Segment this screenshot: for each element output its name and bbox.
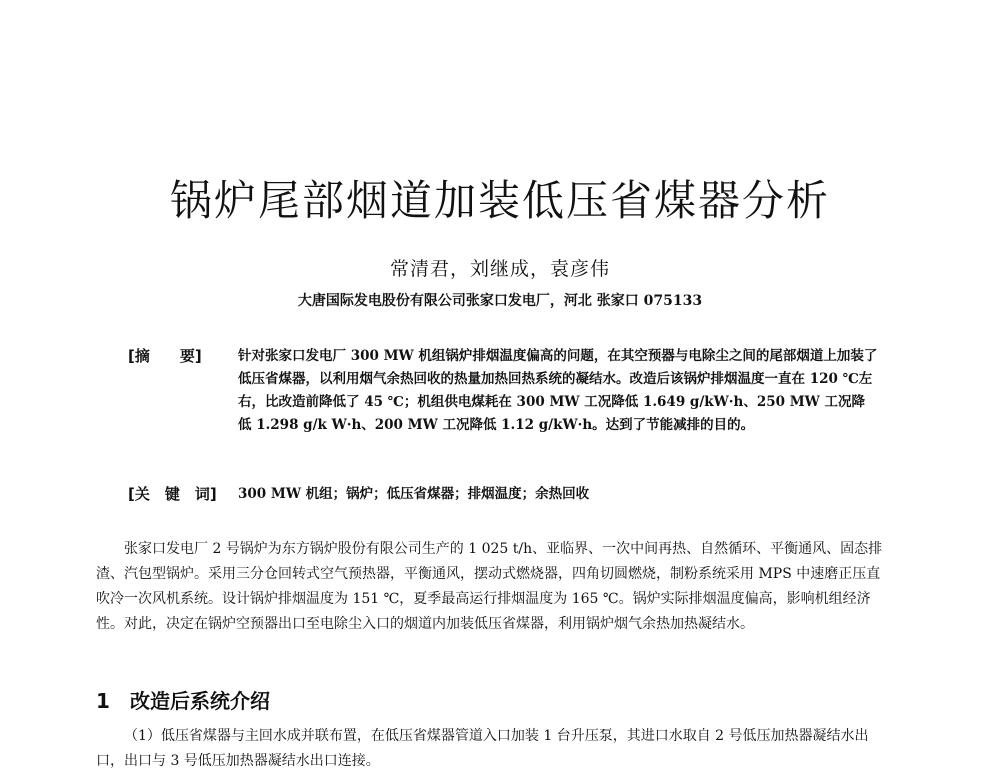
affiliation: 大唐国际发电股份有限公司张家口发电厂，河北 张家口 075133 xyxy=(297,293,703,309)
keywords-text: 300 MW 机组；锅炉；低压省煤器；排烟温度；余热回收 xyxy=(238,486,590,502)
section-heading xyxy=(96,685,796,714)
body-paragraph: 张家口发电厂 2 号锅炉为东方锅炉股份有限公司生产的 1 025 t/h、亚临界、一次中间再热、自然循环、平衡通风、固态排渣、汽包型锅炉。采用三分仓回转式空气预热器，平衡通风，摆动式燃烧器，四角切圆燃烧，制粉系统采用 MPS 中速磨正压直吹冷一次风机系统。设计锅炉排烟温度为 151 ℃，夏季最高运行排烟温度为 165 ℃。锅炉实际排烟温度偏高，影响机组经济性。对此，决定在锅炉空预器出口至电除尘入口的烟道内加装低压省煤器，利用锅炉烟气余热加热凝结水。 xyxy=(96,541,883,632)
section-title: 改造后系统介绍 xyxy=(130,689,270,713)
section-number: 1 xyxy=(96,689,110,713)
abstract-text: 针对张家口发电厂 300 MW 机组锅炉排烟温度偏高的问题，在其空预器与电除尘之间的尾部烟道上加装了低压省煤器，以利用烟气余热回收的热量加热回热系统的凝结水。改造后该锅炉排烟温度一直在 120 ℃左右，比改造前降低了 45 ℃；机组供电煤耗在 300 MW 工况降低 1.649 g/kW·h、250 MW 工况降低 1.298 g/k W·h、200 MW 工况降低 1.12 g/kW·h。达到了节能减排的目的。 xyxy=(238,348,878,433)
keywords-label: [关 键 词] xyxy=(128,485,217,503)
authors: 常清君，刘继成，袁彦伟 xyxy=(389,258,610,280)
abstract-label: [摘 要] xyxy=(128,347,202,365)
paper-title: 锅炉尾部烟道加装低压省煤器分析 xyxy=(169,176,830,225)
body-paragraph: （1）低压省煤器与主回水成并联布置，在低压省煤器管道入口加装 1 台升压泵，其进口水取自 2 号低压加热器凝结水出口，出口与 3 号低压加热器凝结水出口连接。 xyxy=(96,728,869,769)
